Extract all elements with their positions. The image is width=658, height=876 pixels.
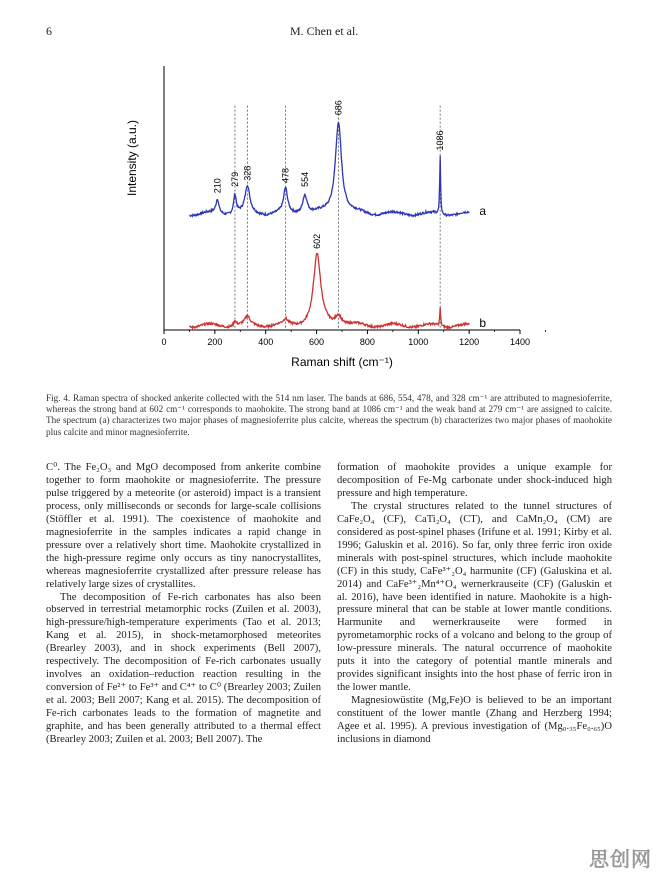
x-tick-label: 1000 <box>408 337 429 347</box>
peak-label: 478 <box>280 168 291 184</box>
running-header-author: M. Chen et al. <box>290 24 359 38</box>
peak-label: 686 <box>333 100 344 116</box>
x-tick-label: 0 <box>161 337 167 347</box>
peak-label: 279 <box>229 171 240 187</box>
spectrum-line-a <box>189 122 469 216</box>
y-axis-label: Intensity (a.u.) <box>125 119 139 197</box>
x-tick-label: 200 <box>207 337 223 347</box>
peak-label: 210 <box>212 178 223 194</box>
spectrum-line-b <box>189 254 469 329</box>
peak-label: 328 <box>242 165 253 181</box>
paragraph: formation of maohokite provides a unique example for decomposition of Fe-Mg carbonate under shock-induced high pressure and high temperature. <box>337 462 612 499</box>
x-tick-label: 600 <box>309 337 325 347</box>
watermark-logo: 思创网 <box>589 847 652 871</box>
figure-caption: Fig. 4. Raman spectra of shocked ankerite collected with the 514 nm laser. The bands at 686, 554, 478, and 328 cm⁻¹ are attributed to magnesioferrite, whereas the strong band at 602 cm⁻¹ corresponds to maohokite. The strong band at 1086 cm⁻¹ and the weak band at 279 cm⁻¹ are assigned to calcite. The spectrum (a) characterizes two major phases of magnesioferrite plus calcite, whereas the spectrum (b) characterizes two major phases of maohokite plus calcite and minor magnesioferrite. <box>46 393 612 437</box>
x-axis-label: Raman shift (cm⁻¹) <box>291 355 393 369</box>
right-text-column <box>337 462 612 747</box>
peak-label: 1086 <box>435 130 446 151</box>
raman-spectra-figure <box>120 60 550 390</box>
x-tick-label: 400 <box>258 337 274 347</box>
peak-label: 602 <box>312 233 323 249</box>
x-tick-label: 1200 <box>459 337 480 347</box>
x-tick-label: 800 <box>359 337 375 347</box>
peak-label: 554 <box>299 171 310 187</box>
left-text-column <box>46 462 321 747</box>
x-tick-label: 1400 <box>509 337 531 347</box>
paragraph: The crystal structures related to the tunnel structures of CaFe₂O₄ (CF), CaTi₂O₄ (CT), and CaMn₂O₄ (CM) are considered as post-spinel phases (Irifune et al. 1991; Kirby et al. 1996; Galuskin et al. 2016). So far, only three ferric iron oxide minerals with post-spinel structures, which include maohokite (CF) in this study, CaFe³⁺₂O₄ harmunite (CF) (Galuskina et al. 2014) and CaFe³⁺₂Mn⁴⁺O₄ wernerkrauseite (CF) (Galuskin et al. 2016), have been identified in nature. Maohokite is a high-pressure mineral that can be stable at lower mantle conditions. Harmunite and wernerkrauseite were formed in pyrometamorphic rocks of a volcano and belong to the group of low-pressure minerals. The natural occurrence of maohokite puts it into the category of potential mantle minerals and provides significant insights into the host phase of ferric iron in the lower mantle. <box>337 500 612 694</box>
paragraph: The decomposition of Fe-rich carbonates has also been observed in terrestrial metamorphic rocks (Zuilen et al. 2003), high-pressure/high-temperature experiments (Tao et al. 2013; Kang et al. 2015), in shock-metamorphosed meteorites (Brearley 2003), and in shock experiments (Bell 2007), respectively. The decomposition of Fe-rich carbonates usually involves an oxidation–reduction reaction resulting in the conversion of Fe²⁺ to Fe³⁺ and C⁴⁺ to C⁰ (Brearley 2003; Zuilen et al. 2003; Bell 2007; Kang et al. 2015). The decomposition of Fe-rich carbonates leads to the formation of magnetite and graphite, and has been generally attributed to a thermal effect (Brearley 2003; Zuilen et al. 2003; Bell 2007). The <box>46 591 321 746</box>
series-label-a: a <box>479 204 487 219</box>
paragraph: C⁰. The Fe₂O₃ and MgO decomposed from ankerite combine together to form maohokite or magnesioferrite. The pressure pulse triggered by a meteorite (or asteroid) impact is a transient process, only milliseconds or seconds for large-scale collisions (Stöffler et al. 1991). The coexistence of maohokite and magnesioferrite in the samples indicates a rapid change in pressure over a relatively short time. Maohokite crystallized in the high-pressure regime only occurs as tiny nanocrystallites, whereas magnesioferrite crystallized after pressure release has relatively large sizes of crystallites. <box>46 462 321 590</box>
page-number: 6 <box>46 24 52 38</box>
series-label-b: b <box>479 315 487 330</box>
paragraph: Magnesiowüstite (Mg,Fe)O is believed to be an important constituent of the lower mantle (Zhang and Herzberg 1994; Agee et al. 1995). A previous investigation of (Mg₀.₃₅Fe₀.₆₅)O inclusions in diamond <box>337 695 612 746</box>
